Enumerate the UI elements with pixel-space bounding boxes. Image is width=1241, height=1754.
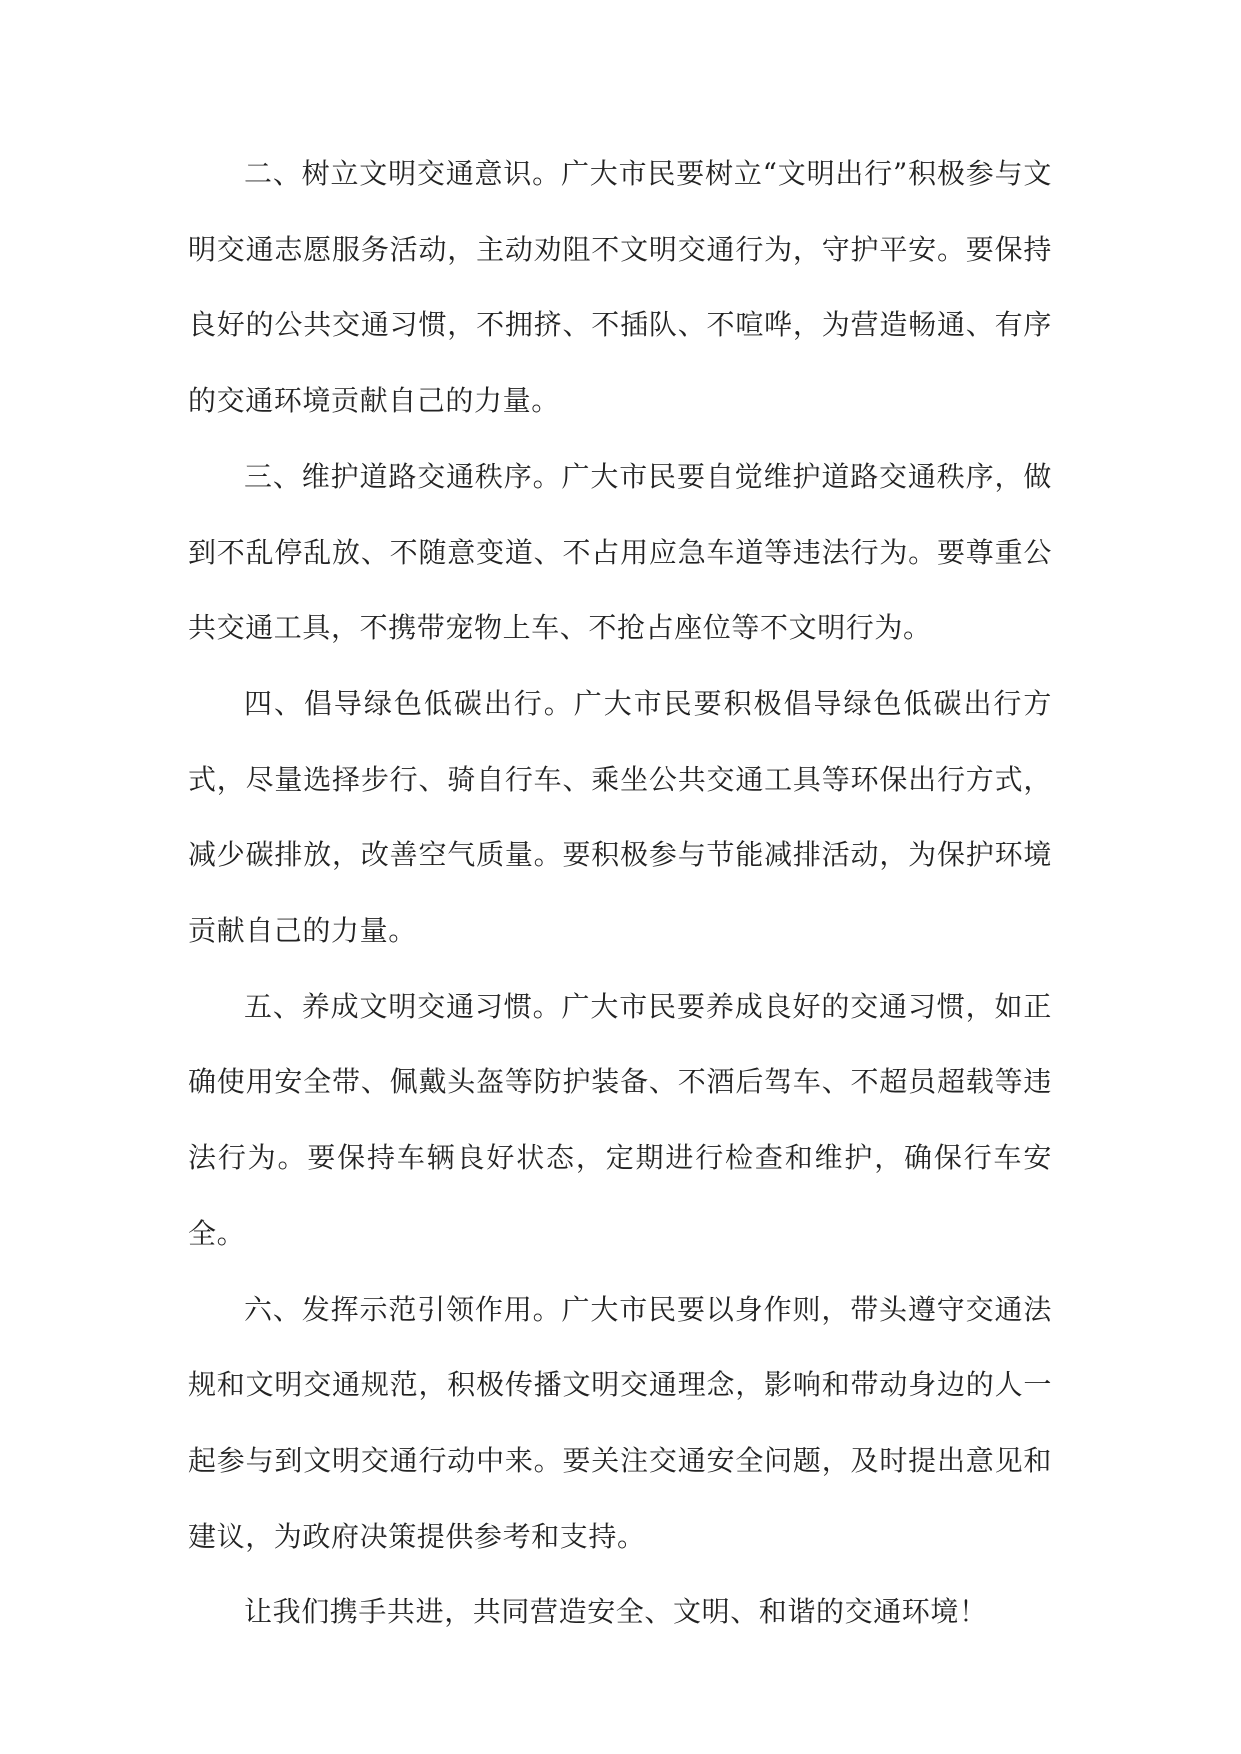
paragraph-closing: 让我们携手共进，共同营造安全、文明、和谐的交通环境！: [244, 1595, 988, 1629]
paragraph-section-2: 二、树立文明交通意识。广大市民要树立“文明出行”积极参与文明交通志愿服务活动，主动劝阻不文明交通行为，守护平安。要保持良好的公共交通习惯，不拥挤、不插队、不喧哗，为营造畅通、有序的交通环境贡献自己的力量。: [188, 157, 1052, 418]
paragraph-section-3: 三、维护道路交通秩序。广大市民要自觉维护道路交通秩序，做到不乱停乱放、不随意变道、不占用应急车道等违法行为。要尊重公共交通工具，不携带宠物上车、不抢占座位等不文明行为。: [188, 459, 1052, 645]
paragraph-section-6: 六、发挥示范引领作用。广大市民要以身作则，带头遵守交通法规和文明交通规范，积极传播文明交通理念，影响和带动身边的人一起参与到文明交通行动中来。要关注交通安全问题，及时提出意见和建议，为政府决策提供参考和支持。: [188, 1292, 1052, 1553]
paragraph-section-5: 五、养成文明交通习惯。广大市民要养成良好的交通习惯，如正确使用安全带、佩戴头盔等防护装备、不酒后驾车、不超员超载等违法行为。要保持车辆良好状态，定期进行检查和维护，确保行车安全。: [188, 989, 1052, 1250]
paragraph-section-4: 四、倡导绿色低碳出行。广大市民要积极倡导绿色低碳出行方式，尽量选择步行、骑自行车、乘坐公共交通工具等环保出行方式，减少碳排放，改善空气质量。要积极参与节能减排活动，为保护环境贡献自己的力量。: [188, 686, 1052, 948]
document-body: [188, 136, 1052, 1650]
